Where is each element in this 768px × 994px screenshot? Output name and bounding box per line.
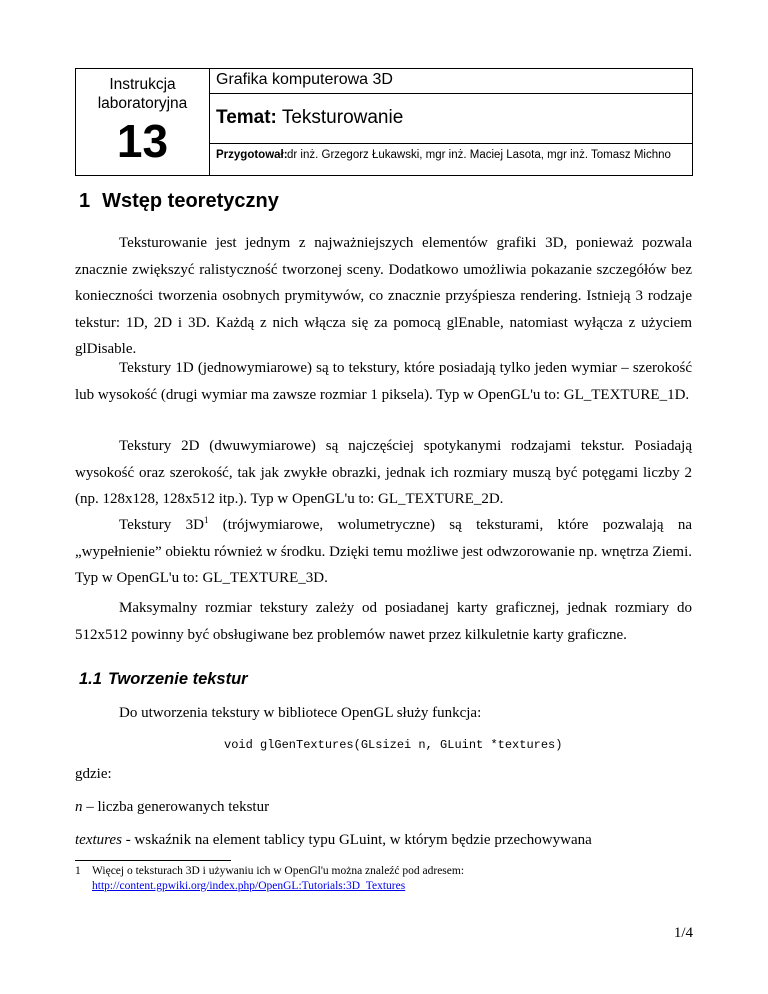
p4-end: (trójwymiarowe, wolumetryczne) są teksturami, które pozwalają na „wypełnienie” obiektu również w środku. Dzięki temu możliwe jest odwzorowanie np. wnętrza Ziemi. Typ w OpenGL'u to: GL_TEXTURE_3D. xyxy=(75,517,692,586)
section-title: Wstęp teoretyczny xyxy=(102,190,279,212)
footnote-text: Więcej o teksturach 3D i używaniu ich w OpenGl'u można znaleźć pod adresem: xyxy=(92,865,465,877)
paragraph-6 xyxy=(75,700,692,727)
subsection-title: Tworzenie tekstur xyxy=(107,670,248,688)
section-number: 1 xyxy=(79,190,91,212)
course-name: Grafika komputerowa 3D xyxy=(216,71,393,88)
paragraph-2 xyxy=(75,355,692,408)
topic-key: Temat: xyxy=(216,107,277,128)
p4-start: Tekstury 3D xyxy=(119,517,204,533)
header-table xyxy=(75,68,693,176)
lab-cell xyxy=(76,69,210,175)
authors: dr inż. Grzegorz Łukawski, mgr inż. Maciej Lasota, mgr inż. Tomasz Michno xyxy=(287,149,671,161)
paragraph-4-text xyxy=(75,512,692,592)
lab-number: 13 xyxy=(116,115,169,167)
topic-title: Teksturowanie xyxy=(281,107,404,128)
param-textures-name: textures xyxy=(75,832,122,848)
author-row xyxy=(210,144,692,175)
code-line: void glGenTextures(GLsizei n, GLuint *textures) xyxy=(224,738,563,752)
subsection-number: 1.1 xyxy=(79,670,102,688)
paragraph-5 xyxy=(75,595,692,648)
course-row xyxy=(210,69,692,94)
prepared-key: Przygotował: xyxy=(216,149,288,161)
subsection-heading xyxy=(79,670,248,689)
section-heading xyxy=(79,190,279,213)
param-n-desc: – liczba generowanych tekstur xyxy=(82,799,270,815)
footnote-link[interactable]: http://content.gpwiki.org/index.php/OpenGL:Tutorials:3D_Textures xyxy=(92,880,406,892)
param-n-name: n xyxy=(75,799,83,815)
paragraph-3-text: Tekstury 2D (dwuwymiarowe) są najczęściej spotykanymi rodzajami tekstur. Posiadają wysokość oraz szerokość, tak jak zwykłe obrazki, jednak ich rozmiary muszą być potęgami liczby 2 (np. 128x128, 128x512 itp.). Typ w OpenGL'u to: GL_TEXTURE_2D. xyxy=(75,438,692,507)
paragraph-5-text: Maksymalny rozmiar tekstury zależy od posiadanej karty graficznej, jednak rozmiary do 512x512 powinny być obsługiwane bez problemów nawet przez kilkuletnie karty graficzne. xyxy=(75,600,692,643)
footnote-separator xyxy=(75,860,231,861)
param-textures xyxy=(75,832,592,849)
footnote-number: 1 xyxy=(75,865,81,877)
topic-row xyxy=(210,94,692,144)
paragraph-2-text: Tekstury 1D (jednowymiarowe) są to tekstury, które posiadają tylko jeden wymiar – szerokość lub wysokość (drugi wymiar ma zawsze rozmiar 1 piksela). Typ w OpenGL'u to: GL_TEXTURE_1D. xyxy=(75,360,692,403)
paragraph-1 xyxy=(75,230,692,363)
paragraph-1-text: Teksturowanie jest jednym z najważniejszych elementów grafiki 3D, ponieważ pozwala znacznie zwiększyć ralistyczność tworzonej sceny. Dodatkowo umożliwia pokazanie szczegółów bez konieczności tworzenia osobnych prymitywów, co znacznie przyśpiesza rendering. Istnieją 3 rodzaje tekstur: 1D, 2D i 3D. Każdą z nich włącza się za pomocą glEnable, natomiast wyłącza z użyciem glDisable. xyxy=(75,235,692,357)
lab-label: Instrukcja laboratoryjna xyxy=(97,76,188,112)
paragraph-4 xyxy=(75,512,692,592)
page-number: 1/4 xyxy=(673,925,693,941)
footnote-ref[interactable]: 1 xyxy=(203,515,209,525)
param-textures-desc: - wskaźnik na element tablicy typu GLuint, w którym będzie przechowywana xyxy=(121,832,592,848)
header-info xyxy=(210,69,692,175)
paragraph-3 xyxy=(75,433,692,513)
paragraph-6-text: Do utworzenia tekstury w bibliotece OpenGL służy funkcja: xyxy=(119,705,482,721)
gdzie-label: gdzie: xyxy=(75,766,112,782)
param-n xyxy=(75,799,269,816)
